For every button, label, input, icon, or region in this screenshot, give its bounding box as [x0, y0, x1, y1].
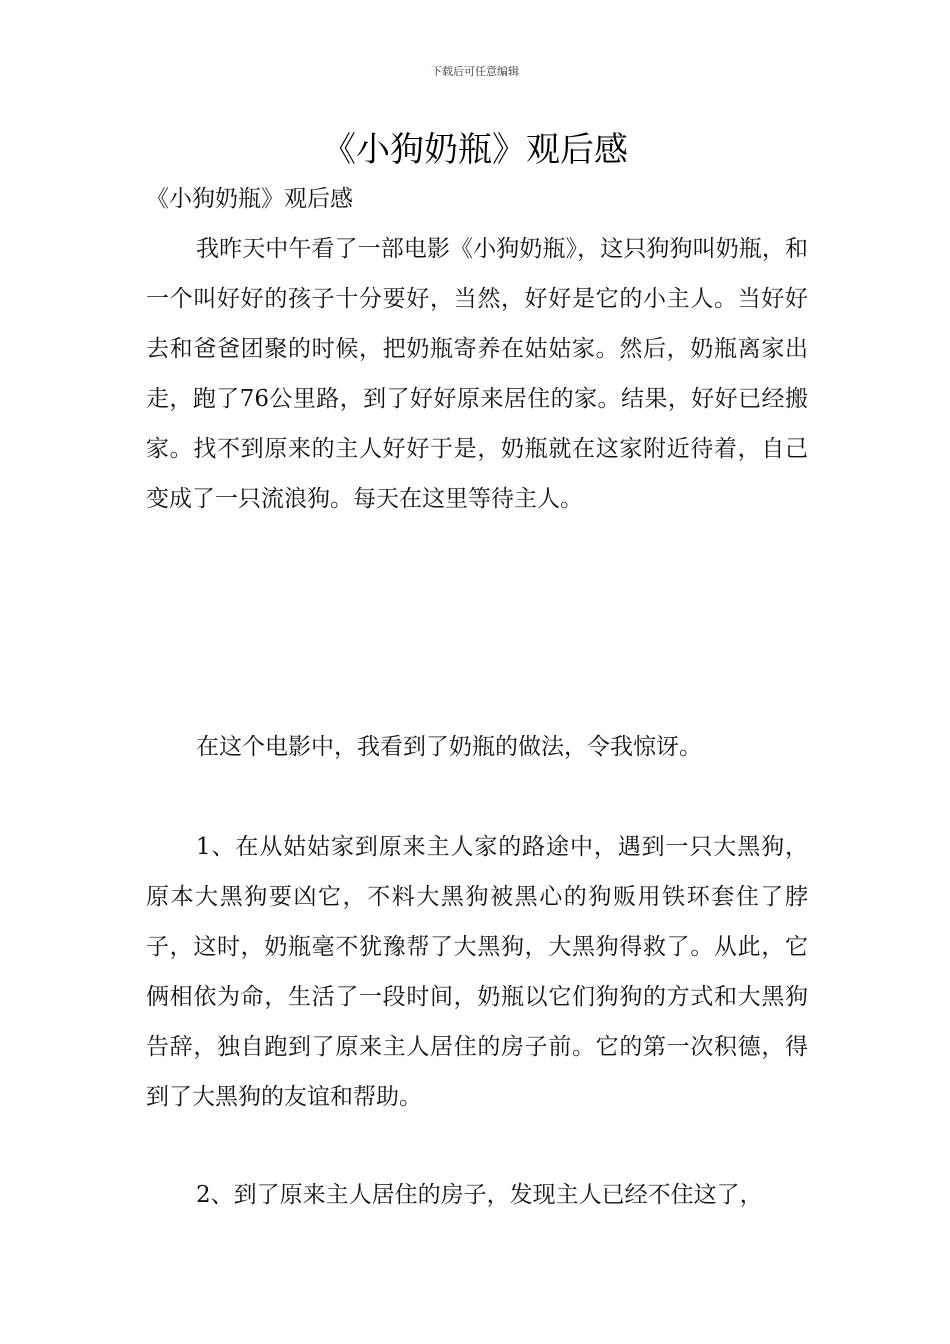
document-subtitle: 《小狗奶瓶》观后感 — [146, 186, 353, 212]
body-paragraph-3: 1、在从姑姑家到原来主人家的路途中，遇到一只大黑狗，原本大黑狗要凶它，不料大黑狗被黑心的狗贩用铁环套住了脖子，这时，奶瓶毫不犹豫帮了大黑狗，大黑狗得救了。从此，它俩相依为命，生活了一段时间，奶瓶以它们狗狗的方式和大黑狗告辞，独自跑到了原来主人居住的房子前。它的第一次积德，得到了大黑狗的友谊和帮助。 — [146, 834, 808, 1110]
document-title: 《小狗奶瓶》观后感 — [322, 130, 628, 170]
body-paragraph-1: 我昨天中午看了一部电影《小狗奶瓶》，这只狗狗叫奶瓶，和一个叫好好的孩子十分要好，当然，好好是它的小主人。当好好去和爸爸团聚的时候，把奶瓶寄养在姑姑家。然后，奶瓶离家出走，跑了76公里路，到了好好原来居住的家。结果，好好已经搬家。找不到原来的主人好好于是，奶瓶就在这家附近待着，自己变成了一只流浪狗。每天在这里等待主人。 — [146, 236, 808, 512]
body-paragraph-4: 2、到了原来主人居住的房子，发现主人已经不住这了， — [196, 1182, 763, 1208]
body-paragraph-2: 在这个电影中，我看到了奶瓶的做法，令我惊讶。 — [196, 734, 702, 760]
header-note: 下载后可任意编辑 — [431, 65, 519, 78]
